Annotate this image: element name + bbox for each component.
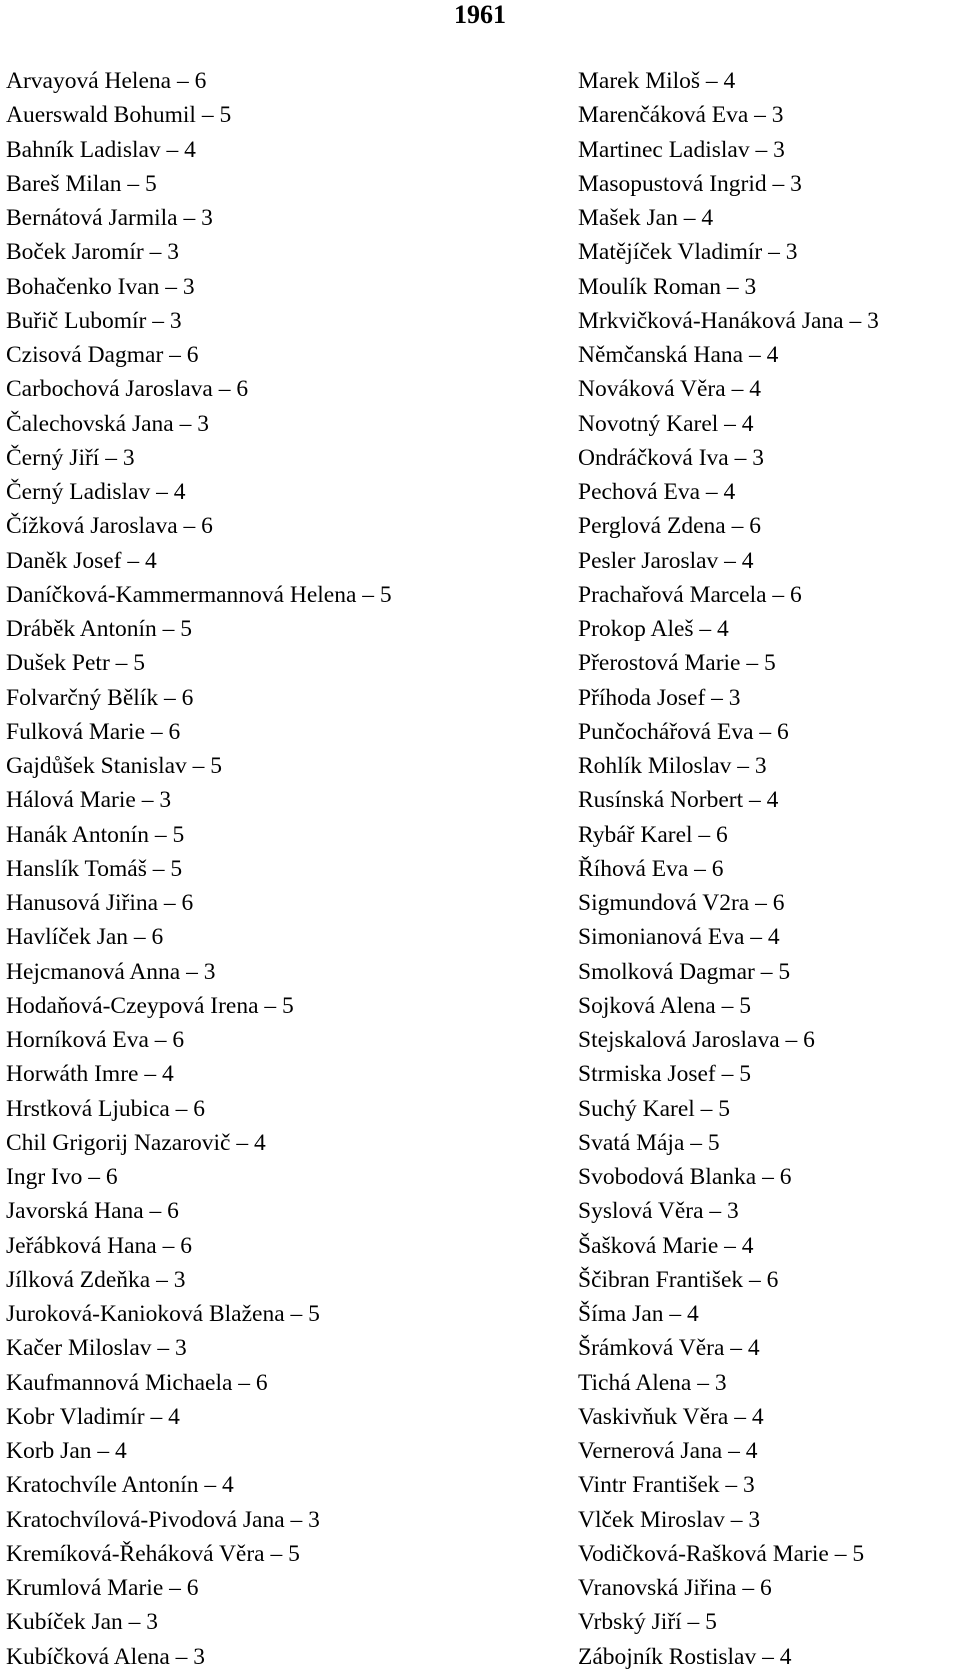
list-item: Masopustová Ingrid – 3 <box>578 170 802 197</box>
list-item: Dráběk Antonín – 5 <box>6 616 193 642</box>
list-item: Pechová Eva – 4 <box>578 479 736 505</box>
list-item: Ingr Ivo – 6 <box>6 1164 118 1190</box>
list-item: Šrámková Věra – 4 <box>578 1335 760 1362</box>
list-item: Vrbský Jiří – 5 <box>578 1609 717 1636</box>
list-item: Strmiska Josef – 5 <box>578 1061 751 1088</box>
list-item: Šašková Marie – 4 <box>578 1232 754 1259</box>
list-item: Chil Grigorij Nazarovič – 4 <box>6 1129 266 1156</box>
list-item: Auerswald Bohumil – 5 <box>6 102 232 129</box>
list-item: Rybář Karel – 6 <box>578 821 728 848</box>
list-item: Suchý Karel – 5 <box>578 1095 731 1122</box>
list-item: Simonianová Eva – 4 <box>578 924 780 951</box>
list-item: Boček Jaromír – 3 <box>6 239 179 266</box>
list-item: Sigmundová V2ra – 6 <box>578 890 785 916</box>
list-item: Horwáth Imre – 4 <box>6 1061 174 1088</box>
list-item: Hanák Antonín – 5 <box>6 821 185 848</box>
list-item: Říhová Eva – 6 <box>578 855 724 882</box>
list-item: Čalechovská Jana – 3 <box>6 410 209 437</box>
list-item: Prachařová Marcela – 6 <box>578 581 802 608</box>
list-item: Martinec Ladislav – 3 <box>578 136 785 163</box>
list-item: Sojková Alena – 5 <box>578 992 751 1019</box>
list-item: Stejskalová Jaroslava – 6 <box>578 1027 815 1053</box>
list-item: Perglová Zdena – 6 <box>578 513 761 540</box>
list-item: Hodaňová-Czeypová Irena – 5 <box>6 992 294 1019</box>
list-item: Jílková Zdeňka – 3 <box>6 1266 186 1293</box>
list-item: Moulík Roman – 3 <box>578 273 757 300</box>
list-item: Hálová Marie – 3 <box>6 787 172 814</box>
list-item: Kubíček Jan – 3 <box>6 1609 159 1636</box>
list-item: Bahník Ladislav – 4 <box>6 136 196 163</box>
list-item: Dušek Petr – 5 <box>6 650 146 677</box>
list-item: Bernátová Jarmila – 3 <box>6 205 213 231</box>
list-item: Arvayová Helena – 6 <box>6 68 207 94</box>
list-item: Jeřábková Hana – 6 <box>6 1232 192 1259</box>
list-item: Hrstková Ljubica – 6 <box>6 1095 206 1122</box>
list-item: Vernerová Jana – 4 <box>578 1438 758 1464</box>
list-item: Černý Ladislav – 4 <box>6 479 186 505</box>
list-item: Czisová Dagmar – 6 <box>6 342 199 368</box>
list-item: Nováková Věra – 4 <box>578 376 761 403</box>
list-item: Kratochvílová-Pivodová Jana – 3 <box>6 1506 320 1533</box>
list-item: Punčochářová Eva – 6 <box>578 718 789 745</box>
list-item: Gajdůšek Stanislav – 5 <box>6 753 223 779</box>
list-item: Juroková-Kanioková Blažena – 5 <box>6 1301 320 1327</box>
list-item: Vranovská Jiřina – 6 <box>578 1575 772 1601</box>
list-item: Marek Miloš – 4 <box>578 68 736 94</box>
list-item: Vintr František – 3 <box>578 1472 755 1499</box>
list-item: Hanslík Tomáš – 5 <box>6 855 183 882</box>
list-item: Smolková Dagmar – 5 <box>578 958 791 985</box>
list-item: Horníková Eva – 6 <box>6 1027 185 1053</box>
list-item: Krumlová Marie – 6 <box>6 1575 199 1601</box>
list-item: Černý Jiří – 3 <box>6 444 135 471</box>
list-item: Svobodová Blanka – 6 <box>578 1164 792 1190</box>
list-item: Mrkvičková-Hanáková Jana – 3 <box>578 307 879 334</box>
list-item: Javorská Hana – 6 <box>6 1198 179 1225</box>
list-item: Rusínská Norbert – 4 <box>578 787 779 814</box>
list-item: Syslová Věra – 3 <box>578 1198 739 1225</box>
right-name-column <box>578 64 958 1674</box>
list-item: Folvarčný Bělík – 6 <box>6 684 194 711</box>
list-item: Bareš Milan – 5 <box>6 170 157 197</box>
list-item: Šíma Jan – 4 <box>578 1301 699 1327</box>
list-item: Vodičková-Rašková Marie – 5 <box>578 1540 865 1567</box>
list-item: Vlček Miroslav – 3 <box>578 1506 761 1533</box>
list-item: Matějíček Vladimír – 3 <box>578 239 798 266</box>
list-item: Prokop Aleš – 4 <box>578 616 729 642</box>
list-item: Kubíčková Alena – 3 <box>6 1643 206 1670</box>
list-item: Zábojník Rostislav – 4 <box>578 1643 792 1670</box>
list-item: Ondráčková Iva – 3 <box>578 444 764 471</box>
list-item: Fulková Marie – 6 <box>6 718 181 745</box>
list-item: Kobr Vladimír – 4 <box>6 1403 180 1430</box>
list-item: Korb Jan – 4 <box>6 1438 127 1464</box>
list-item: Havlíček Jan – 6 <box>6 924 164 951</box>
list-item: Přerostová Marie – 5 <box>578 650 776 677</box>
list-item: Čížková Jaroslava – 6 <box>6 513 213 540</box>
list-item: Příhoda Josef – 3 <box>578 684 741 711</box>
list-item: Hejcmanová Anna – 3 <box>6 958 216 985</box>
list-item: Svatá Mája – 5 <box>578 1129 720 1156</box>
list-item: Novotný Karel – 4 <box>578 410 754 437</box>
list-item: Kremíková-Řeháková Věra – 5 <box>6 1540 300 1567</box>
list-item: Mašek Jan – 4 <box>578 205 714 231</box>
list-item: Pesler Jaroslav – 4 <box>578 547 754 574</box>
list-item: Bohačenko Ivan – 3 <box>6 273 195 300</box>
list-item: Daníčková-Kammermannová Helena – 5 <box>6 581 392 608</box>
list-item: Vaskivňuk Věra – 4 <box>578 1403 764 1430</box>
list-item: Kaufmannová Michaela – 6 <box>6 1369 268 1396</box>
list-item: Tichá Alena – 3 <box>578 1369 727 1396</box>
list-item: Kratochvíle Antonín – 4 <box>6 1472 234 1499</box>
list-item: Kačer Miloslav – 3 <box>6 1335 187 1362</box>
list-item: Němčanská Hana – 4 <box>578 342 779 368</box>
list-item: Buřič Lubomír – 3 <box>6 307 182 334</box>
left-name-column <box>6 64 566 1674</box>
list-item: Hanusová Jiřina – 6 <box>6 890 194 916</box>
list-item: Marenčáková Eva – 3 <box>578 102 784 129</box>
page-title: 1961 <box>454 0 506 29</box>
list-item: Carbochová Jaroslava – 6 <box>6 376 249 403</box>
list-item: Daněk Josef – 4 <box>6 547 157 574</box>
list-item: Ščibran František – 6 <box>578 1266 779 1293</box>
list-item: Rohlík Miloslav – 3 <box>578 753 767 779</box>
